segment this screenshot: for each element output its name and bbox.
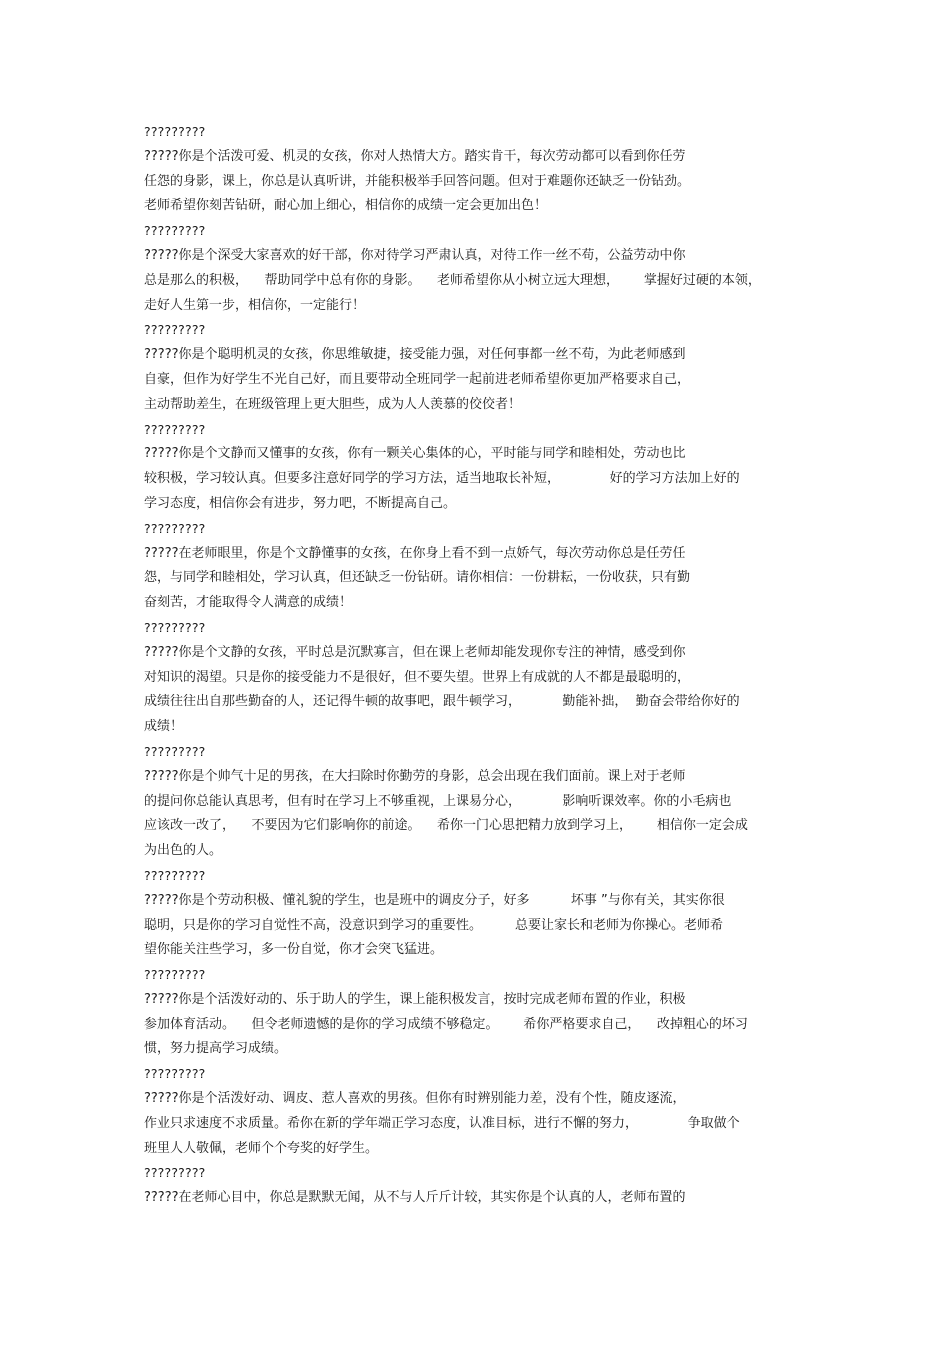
entry-marker: ????????? — [144, 1165, 206, 1181]
entry-marker: ????????? — [144, 421, 206, 437]
comment-line: 望你能关注些学习，多一份自觉，你才会突飞猛进。 — [144, 942, 444, 958]
comment-line: ?????你是个文静而又懂事的女孩，你有一颗关心集体的心，平时能与同学和睦相处，劳动也比 — [144, 446, 686, 462]
comment-line: ?????你是个帅气十足的男孩，在大扫除时你勤劳的身影，总会出现在我们面前。课上对于老师 — [144, 768, 686, 784]
comments-list — [144, 120, 814, 1211]
comment-entry — [144, 963, 814, 1062]
comment-line: 怨，与同学和睦相处，学习认真，但还缺乏一份钻研。请你相信：一份耕耘，一份收获，只有勤 — [144, 570, 691, 586]
comment-line: 较积极，学习较认真。但要多注意好同学的学习方法，适当地取长补短， 好的学习方法加上好的 — [144, 471, 740, 487]
comment-entry — [144, 219, 814, 318]
comment-line: 聪明，只是你的学习自觉性不高，没意识到学习的重要性。 总要让家长和老师为你操心。老师希 — [144, 917, 724, 933]
comment-line: 老师希望你刻苦钻研，耐心加上细心，相信你的成绩一定会更加出色！ — [144, 198, 548, 214]
comment-line: ?????在老师心目中，你总是默默无闻，从不与人斤斤计较，其实你是个认真的人，老师布置的 — [144, 1190, 686, 1206]
comment-line: 学习态度，相信你会有进步，努力吧，不断提高自己。 — [144, 495, 457, 511]
entry-marker: ????????? — [144, 1066, 206, 1082]
comment-entry — [144, 517, 814, 616]
entry-marker: ????????? — [144, 619, 206, 635]
comment-entry — [144, 616, 814, 740]
entry-marker: ????????? — [144, 520, 206, 536]
comment-entry — [144, 1062, 814, 1161]
comment-line: 惯，努力提高学习成绩。 — [144, 1041, 288, 1057]
comment-line: ?????你是个活泼好动的、乐于助人的学生，课上能积极发言，按时完成老师布置的作业，积极 — [144, 991, 686, 1007]
entry-marker: ????????? — [144, 322, 206, 338]
comment-line: ?????你是个文静的女孩，平时总是沉默寡言，但在课上老师却能发现你专注的神情，感受到你 — [144, 644, 686, 660]
comment-line: ?????你是个深受大家喜欢的好干部，你对待学习严肃认真，对待工作一丝不苟，公益劳动中你 — [144, 247, 686, 263]
comment-line: 走好人生第一步，相信你，一定能行！ — [144, 297, 366, 313]
comment-line: 的提问你总能认真思考，但有时在学习上不够重视，上课易分心， 影响听课效率。你的小毛病也 — [144, 793, 732, 809]
comment-line: ?????你是个聪明机灵的女孩，你思维敏捷，接受能力强，对任何事都一丝不苟，为此老师感到 — [144, 347, 686, 363]
comment-line: 奋刻苦，才能取得令人满意的成绩！ — [144, 595, 353, 611]
comment-entry — [144, 1161, 814, 1211]
comment-line: 成绩！ — [144, 719, 184, 735]
comment-line: 对知识的渴望。只是你的接受能力不是很好，但不要失望。世界上有成就的人不都是最聪明的， — [144, 669, 691, 685]
entry-marker: ????????? — [144, 223, 206, 239]
comment-line: ?????你是个活泼可爱、机灵的女孩，你对人热情大方。踏实肯干，每次劳动都可以看到你任劳 — [144, 148, 686, 164]
comment-entry — [144, 418, 814, 517]
entry-marker: ????????? — [144, 743, 206, 759]
comment-line: 任怨的身影，课上，你总是认真听讲，并能积极举手回答问题。但对于难题你还缺乏一份钻劲。 — [144, 173, 691, 189]
comment-line: 总是那么的积极， 帮助同学中总有你的身影。 老师希望你从小树立远大理想， 掌握好过硬的本领， — [144, 272, 761, 288]
comment-line: 班里人人敬佩，老师个个夸奖的好学生。 — [144, 1140, 379, 1156]
comment-line: ?????你是个劳动积极、懂礼貌的学生，也是班中的调皮分子，好多 坏事 ”与你有关，其实你很 — [144, 892, 725, 908]
comment-entry — [144, 740, 814, 864]
entry-marker: ????????? — [144, 967, 206, 983]
comment-line: 为出色的人。 — [144, 843, 223, 859]
comment-entry — [144, 864, 814, 963]
entry-marker: ????????? — [144, 124, 206, 139]
comment-line: ?????你是个活泼好动、调皮、惹人喜欢的男孩。但你有时辨别能力差，没有个性，随皮逐流， — [144, 1091, 686, 1107]
comment-line: 应该改一改了， 不要因为它们影响你的前途。 希你一门心思把精力放到学习上， 相信你一定会成 — [144, 818, 748, 834]
comment-line: 自豪，但作为好学生不光自己好，而且要带动全班同学一起前进老师希望你更加严格要求自己， — [144, 371, 691, 387]
comment-entry — [144, 318, 814, 417]
comment-line: 作业只求速度不求质量。希你在新的学年端正学习态度，认准目标，进行不懈的努力， 争取做个 — [144, 1115, 740, 1131]
comment-entry — [144, 120, 814, 219]
comment-line: ?????在老师眼里，你是个文静懂事的女孩，在你身上看不到一点娇气，每次劳动你总是任劳任 — [144, 545, 686, 561]
comment-line: 参加体育活动。 但令老师遗憾的是你的学习成绩不够稳定。 希你严格要求自己， 改掉粗心的坏习 — [144, 1016, 748, 1032]
comment-line: 主动帮助差生，在班级管理上更大胆些，成为人人羡慕的佼佼者！ — [144, 396, 522, 412]
entry-marker: ????????? — [144, 867, 206, 883]
comment-line: 成绩往往出自那些勤奋的人，还记得牛顿的故事吧，跟牛顿学习， 勤能补拙， 勤奋会带给你好的 — [144, 694, 740, 710]
